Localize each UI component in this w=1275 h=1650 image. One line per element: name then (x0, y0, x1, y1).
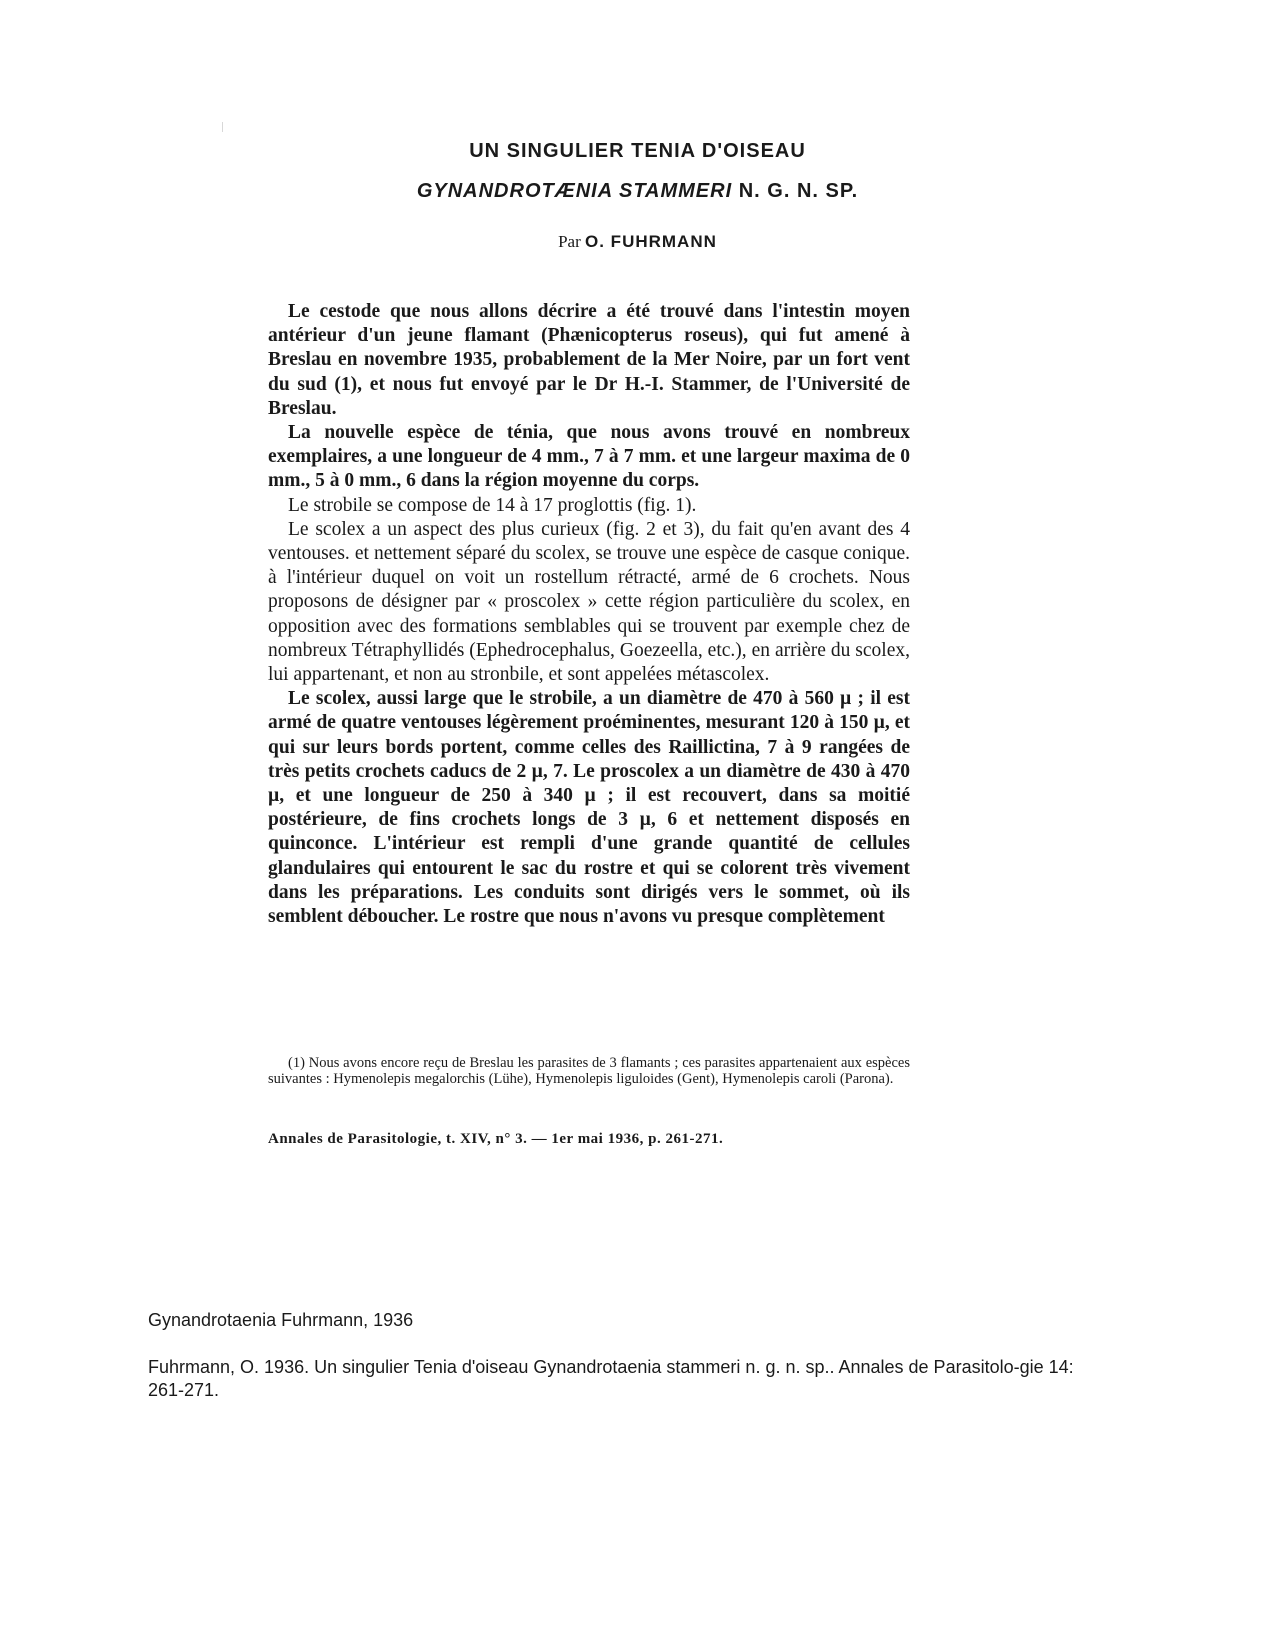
article-title: UN SINGULIER TENIA D'OISEAU (469, 140, 806, 162)
article-subtitle (0, 180, 1275, 203)
article-body (268, 300, 910, 929)
genus-species-name: GYNANDROTÆNIA STAMMERI (416, 180, 733, 202)
paragraph-strobile: Le strobile se compose de 14 à 17 proglottis (fig. 1). (288, 494, 697, 516)
taxon-caption: Gynandrotaenia Fuhrmann, 1936 (148, 1310, 414, 1330)
footnote: (1) Nous avons encore reçu de Breslau les parasites de 3 flamants ; ces parasites appartenaient aux espèces suivantes : Hymenolepis megalorchis (Lühe), Hymenolepis liguloides (Gent), Hymenolepis caroli (Parona). (268, 1055, 910, 1087)
author-name: O. FUHRMANN (585, 232, 717, 251)
subtitle-suffix: N. G. N. SP. (738, 180, 859, 202)
author-prefix: Par (558, 232, 581, 251)
author-line (0, 232, 1275, 252)
citation-caption: Fuhrmann, O. 1936. Un singulier Tenia d'oiseau Gynandrotaenia stammeri n. g. n. sp.. Annales de Parasitolo-gie 14: 261-271. (148, 1357, 1074, 1400)
journal-reference: Annales de Parasitologie, t. XIV, n° 3. — 1er mai 1936, p. 261-271. (268, 1131, 724, 1147)
paragraph-scolex: Le scolex a un aspect des plus curieux (fig. 2 et 3), du fait qu'en avant des 4 ventouses. et nettement séparé du scolex, se trouve une espèce de casque conique. à l'intérieur duquel on voit un rostellum rétracté, armé de 6 crochets. Nous proposons de désigner par « proscolex » cette région particulière du scolex, en opposition avec des formations semblables qui se trouvent par exemple chez de nombreux Tétraphyllidés (Ephedrocephalus, Goezeella, etc.), en arrière du scolex, lui appartenant, et non au stronbile, et sont appelées métascolex. (268, 518, 910, 686)
paragraph-intro: Le cestode que nous allons décrire a été trouvé dans l'intestin moyen antérieur d'un jeune flamant (Phænicopterus roseus), qui fut amené à Breslau en novembre 1935, probablement de la Mer Noire, par un fort vent du sud (1), et nous fut envoyé par le Dr H.-I. Stammer, de l'Université de Breslau. (268, 301, 910, 419)
scan-mark (222, 122, 223, 132)
paragraph-scolex-details: Le scolex, aussi large que le strobile, a un diamètre de 470 à 560 µ ; il est armé de quatre ventouses légèrement proéminentes, mesurant 120 à 150 µ, et qui sur leurs bords portent, comme celles des Raillictina, 7 à 9 rangées de très petits crochets caducs de 2 µ, 7. Le proscolex a un diamètre de 430 à 470 µ, et une longueur de 250 à 340 µ ; il est recouvert, dans sa moitié postérieure, de fins crochets longs de 3 µ, 6 et nettement disposés en quinconce. L'intérieur est rempli d'une grande quantité de cellules glandulaires qui entourent le sac du rostre et qui se colorent très vivement dans les préparations. Les conduits sont dirigés vers le sommet, où ils semblent déboucher. Le rostre que nous n'avons vu presque complètement (268, 688, 910, 928)
paragraph-dimensions: La nouvelle espèce de ténia, que nous avons trouvé en nombreux exemplaires, a une longueur de 4 mm., 7 à 7 mm. et une largeur maxima de 0 mm., 5 à 0 mm., 6 dans la région moyenne du corps. (268, 422, 910, 492)
